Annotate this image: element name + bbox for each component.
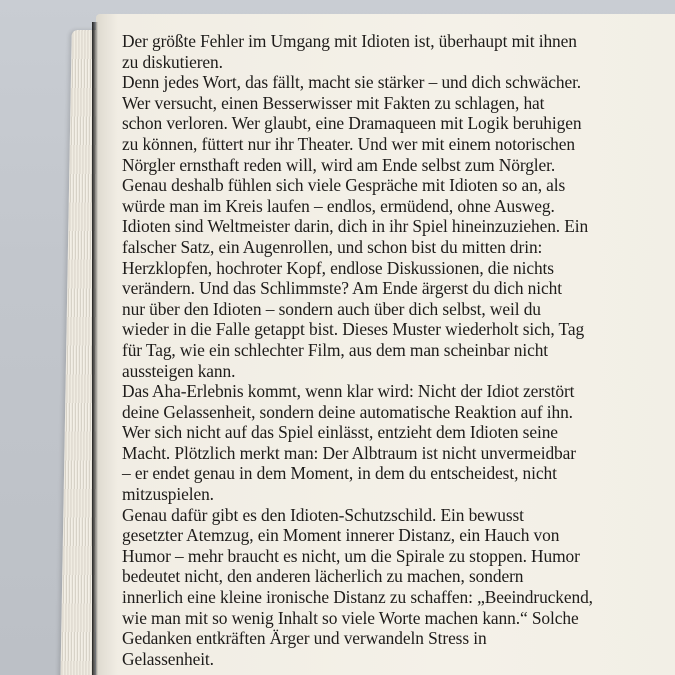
text-line: – er endet genau in dem Moment, in dem du entscheidest, nicht: [122, 463, 557, 484]
text-line: zu diskutieren.: [122, 51, 223, 72]
text-line: würde man im Kreis laufen – endlos, ermüdend, ohne Ausweg.: [122, 195, 555, 216]
text-line: falscher Satz, ein Augenrollen, und schon bist du mitten drin:: [122, 236, 543, 257]
text-line: Der größte Fehler im Umgang mit Idioten ist, überhaupt mit ihnen: [122, 31, 577, 51]
text-line: mitzuspielen.: [122, 484, 214, 505]
text-line: Idioten sind Weltmeister darin, dich in ihr Spiel hineinzuziehen. Ein: [122, 216, 589, 237]
text-line: Nörgler ernsthaft reden will, wird am Ende selbst zum Nörgler.: [122, 154, 556, 175]
text-line: verändern. Und das Schlimmste? Am Ende ärgerst du dich nicht: [122, 278, 562, 299]
text-line: schon verloren. Wer glaubt, eine Dramaqueen mit Logik beruhigen: [122, 113, 582, 134]
spine-shadow: [92, 22, 98, 675]
text-line: Gelassenheit.: [122, 648, 214, 669]
text-line: deine Gelassenheit, sondern deine automatische Reaktion auf ihn.: [122, 401, 573, 422]
text-line: Macht. Plötzlich merkt man: Der Albtraum ist nicht unvermeidbar: [122, 442, 576, 463]
text-line: nur über den Idioten – sondern auch über dich selbst, weil du: [122, 298, 541, 319]
text-line: wieder in die Falle getappt bist. Dieses Muster wiederholt sich, Tag: [122, 319, 585, 340]
text-line: Gedanken entkräften Ärger und verwandeln Stress in: [122, 628, 487, 649]
text-line: Genau deshalb fühlen sich viele Gespräche mit Idioten so an, als: [122, 175, 566, 196]
text-line: bedeutet nicht, den anderen lächerlich zu machen, sondern: [122, 566, 524, 587]
text-line: Humor – mehr braucht es nicht, um die Spirale zu stoppen. Humor: [122, 545, 580, 566]
text-line: zu können, füttert nur ihr Theater. Und wer mit einem notorischen: [122, 133, 575, 154]
text-line: Genau dafür gibt es den Idioten-Schutzschild. Ein bewusst: [122, 504, 524, 525]
text-line: Herzklopfen, hochroter Kopf, endlose Diskussionen, die nichts: [122, 257, 554, 278]
text-line: für Tag, wie ein schlechter Film, aus dem man scheinbar nicht: [122, 339, 549, 360]
text-line: Das Aha-Erlebnis kommt, wenn klar wird: Nicht der Idiot zerstört: [122, 381, 575, 402]
text-line: Wer sich nicht auf das Spiel einlässt, entzieht dem Idioten seine: [122, 422, 558, 443]
text-line: gesetzter Atemzug, ein Moment innerer Distanz, ein Hauch von: [122, 525, 560, 546]
text-line: Wer versucht, einen Besserwisser mit Fakten zu schlagen, hat: [122, 92, 545, 113]
page-text: [122, 31, 667, 669]
text-line: Denn jedes Wort, das fällt, macht sie stärker – und dich schwächer.: [122, 72, 582, 93]
text-line: wie man mit so wenig Inhalt so viele Worte machen kann.“ Solche: [122, 607, 579, 628]
text-line: aussteigen kann.: [122, 360, 236, 381]
text-line: innerlich eine kleine ironische Distanz zu schaffen: „Beeindruckend,: [122, 587, 593, 608]
